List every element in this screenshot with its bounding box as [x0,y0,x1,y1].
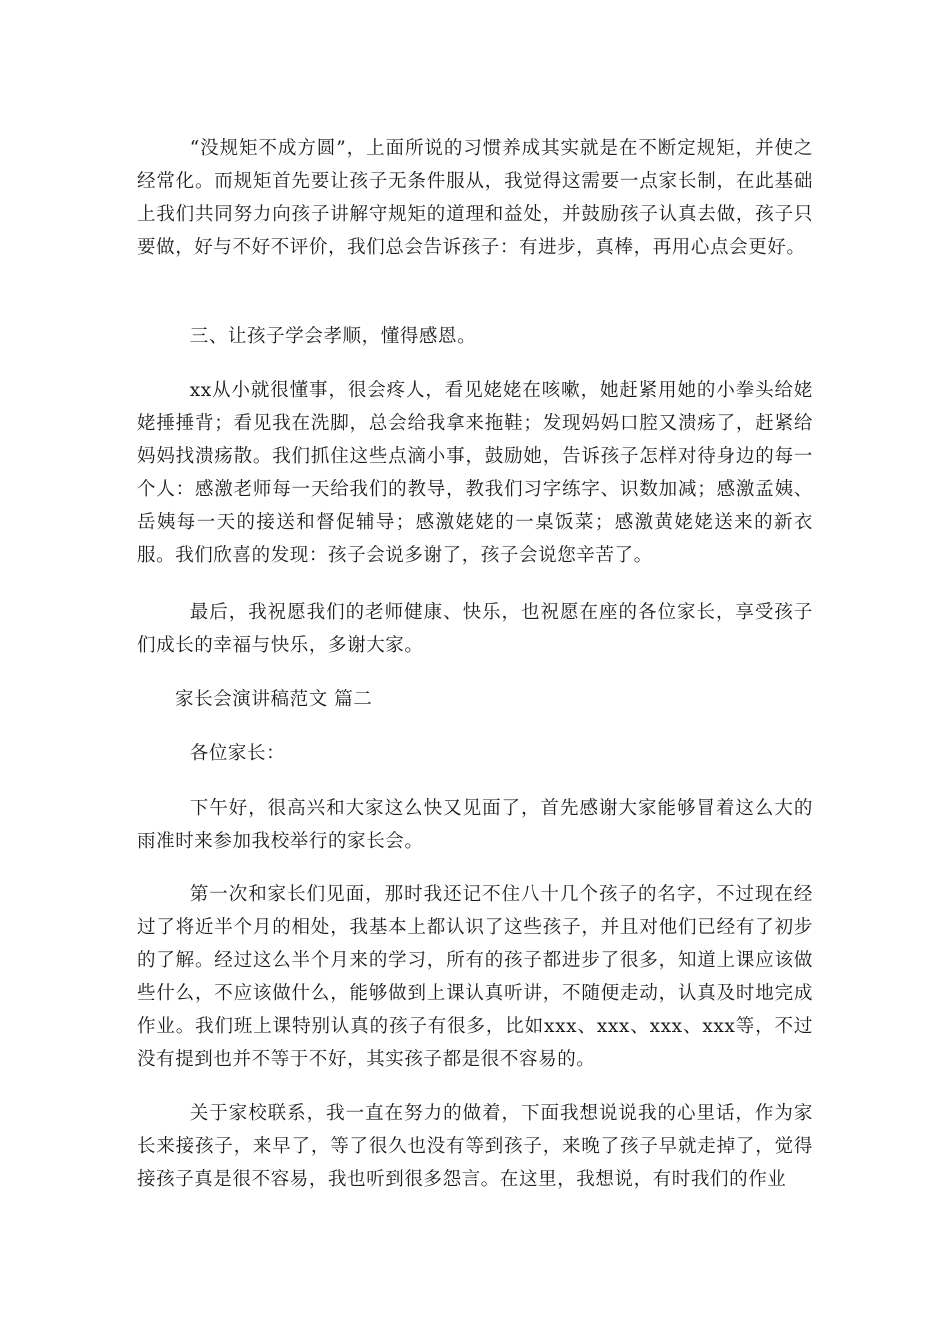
paragraph-gratitude: xx从小就很懂事，很会疼人，看见姥姥在咳嗽，她赶紧用她的小拳头给姥姥捶捶背；看见我在洗脚，总会给我拿来拖鞋；发现妈妈口腔又溃疡了，赶紧给妈妈找溃疡散。我们抓住这些点滴小事，鼓励她，告诉孩子怎样对待身边的每一个人：感激老师每一天给我们的教导，教我们习字练字、识数加减；感激孟姨、岳姨每一天的接送和督促辅导；感激姥姥的一桌饭菜；感激黄姥姥送来的新衣服。我们欣喜的发现：孩子会说多谢了，孩子会说您辛苦了。 [137,380,813,566]
paragraph-greeting: 下午好，很高兴和大家这么快又见面了，首先感谢大家能够冒着这么大的雨准时来参加我校举行的家长会。 [137,798,813,852]
paragraph-section-three-heading: 三、让孩子学会孝顺，懂得感恩。 [189,326,477,347]
section-title: 家长会演讲稿范文 篇二 [175,689,373,710]
paragraph-home-school: 关于家校联系，我一直在努力的做着，下面我想说说我的心里话，作为家长来接孩子，来早了，等了很久也没有等到孩子，来晚了孩子早就走掉了，觉得接孩子真是很不容易，我也听到很多怨言。在这里，我想说，有时我们的作业 [137,1103,813,1190]
paragraph-salutation: 各位家长： [189,743,286,764]
paragraph-rules: “没规矩不成方圆”，上面所说的习惯养成其实就是在不断定规矩，并使之经常化。而规矩首先要让孩子无条件服从，我觉得这需要一点家长制，在此基础上我们共同努力向孩子讲解守规矩的道理和益处，并鼓励孩子认真去做，孩子只要做，好与不好不评价，我们总会告诉孩子：有进步，真棒，再用心点会更好。 [137,138,813,258]
paragraph-closing: 最后，我祝愿我们的老师健康、快乐，也祝愿在座的各位家长，享受孩子们成长的幸福与快乐，多谢大家。 [137,602,813,656]
paragraph-first-meeting: 第一次和家长们见面，那时我还记不住八十几个孩子的名字，不过现在经过了将近半个月的相处，我基本上都认识了这些孩子，并且对他们已经有了初步的了解。经过这么半个月来的学习，所有的孩子都进步了很多，知道上课应该做些什么，不应该做什么，能够做到上课认真听讲，不随便走动，认真及时地完成作业。我们班上课特别认真的孩子有很多，比如xxx、xxx、xxx、xxx等，不过没有提到也并不等于不好，其实孩子都是很不容易的。 [137,884,813,1070]
